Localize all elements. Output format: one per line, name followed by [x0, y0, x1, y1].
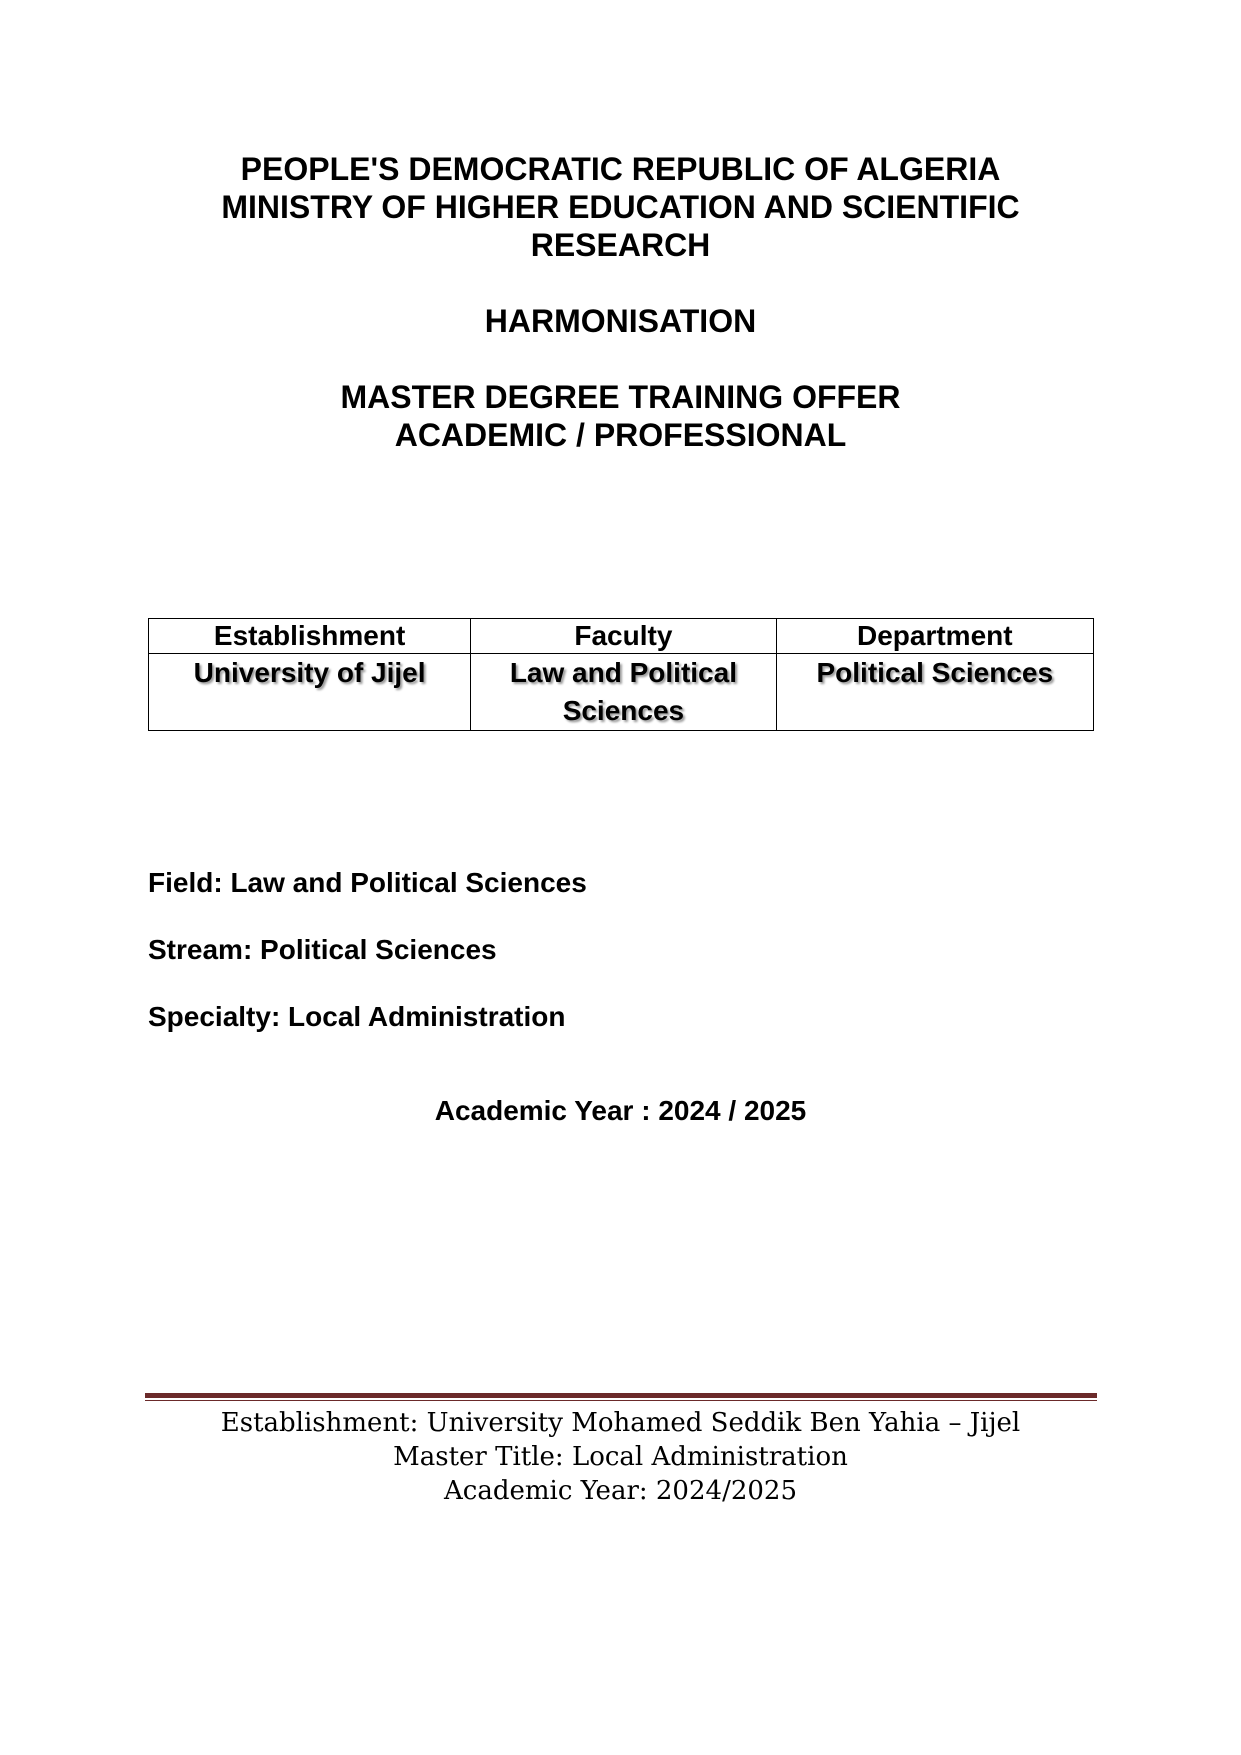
table-row [149, 654, 1094, 731]
table-cell-department: Political Sciences [776, 654, 1093, 731]
footer-divider [145, 1393, 1097, 1401]
table-cell-faculty: Law and Political Sciences [471, 654, 776, 731]
table-header-faculty: Faculty [471, 619, 776, 654]
footer-establishment: Establishment: University Mohamed Seddik Ben Yahia – Jijel [220, 1408, 1021, 1438]
footer-master-title: Master Title: Local Administration [393, 1442, 848, 1472]
header-country: PEOPLE'S DEMOCRATIC REPUBLIC OF ALGERIA [240, 151, 1001, 187]
page-footer [0, 1406, 1241, 1508]
footer-divider-thick [145, 1393, 1097, 1398]
document-header [0, 150, 1241, 454]
header-offer-type: ACADEMIC / PROFESSIONAL [394, 417, 847, 453]
table-header-row [149, 619, 1094, 654]
table-cell-establishment: University of Jijel [149, 654, 471, 731]
header-offer-title: MASTER DEGREE TRAINING OFFER [340, 379, 901, 415]
program-fields [148, 866, 587, 1067]
establishment-table [148, 618, 1094, 731]
header-ministry: MINISTRY OF HIGHER EDUCATION AND SCIENTIFIC [221, 189, 1020, 225]
academic-year: Academic Year : 2024 / 2025 [434, 1095, 807, 1126]
header-harmonisation: HARMONISATION [484, 303, 757, 339]
footer-divider-thin [145, 1400, 1097, 1401]
stream-line: Stream: Political Sciences [148, 934, 497, 965]
header-ministry-cont: RESEARCH [530, 227, 711, 263]
footer-academic-year: Academic Year: 2024/2025 [443, 1476, 797, 1506]
specialty-line: Specialty: Local Administration [148, 1001, 566, 1032]
field-line: Field: Law and Political Sciences [148, 867, 587, 898]
table-header-department: Department [776, 619, 1093, 654]
table-header-establishment: Establishment [149, 619, 471, 654]
